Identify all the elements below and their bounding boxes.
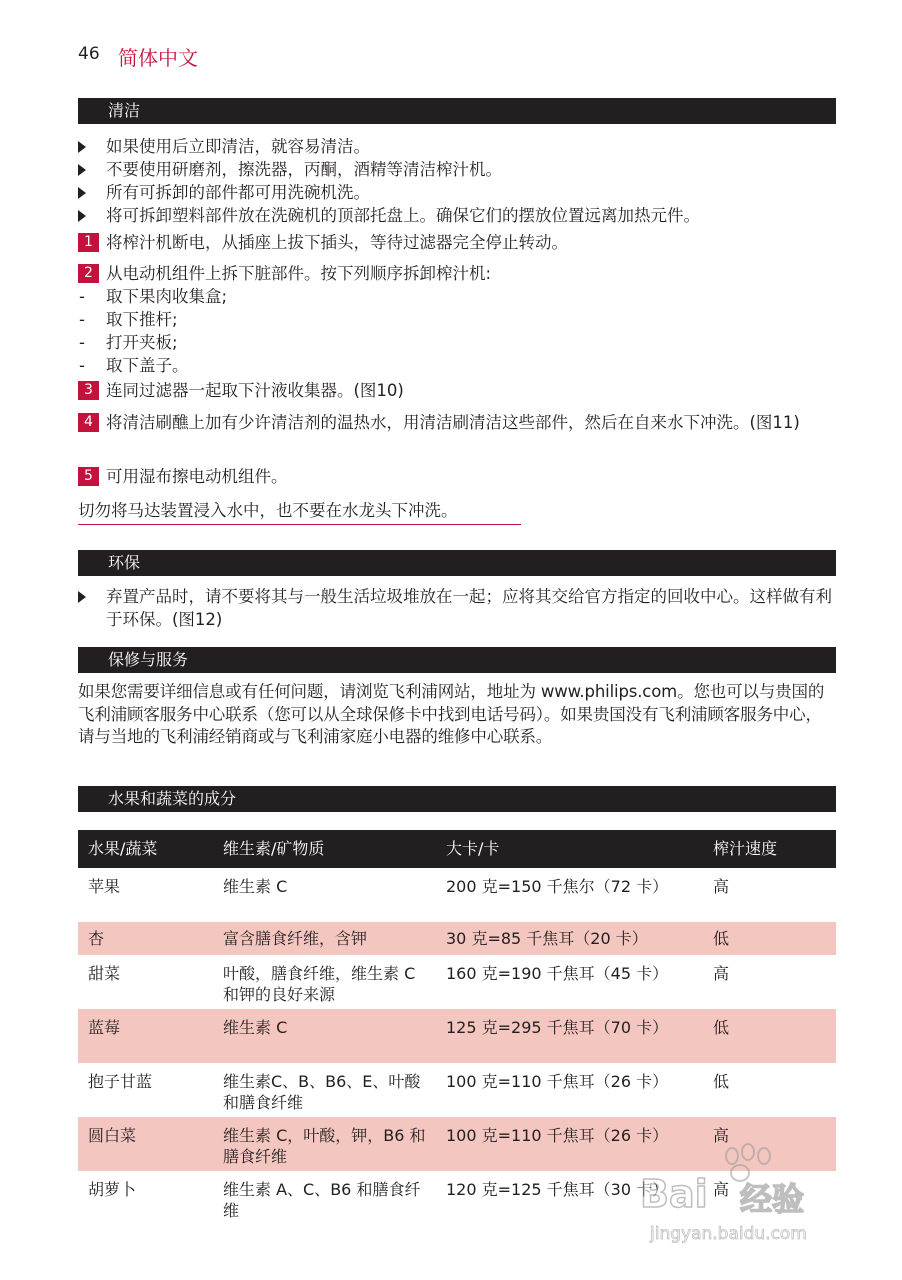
cell-nutrients: 维生素 C，叶酸，钾，B6 和膳食纤维: [223, 1126, 426, 1166]
cell-speed: 低: [713, 929, 730, 948]
cell-nutrients: 维生素 A、C、B6 和膳食纤维: [223, 1180, 421, 1220]
cleaning-bullet: 将可拆卸塑料部件放在洗碗机的顶部托盘上。确保它们的摆放位置远离加热元件。: [106, 206, 700, 225]
watermark-brand-cn: 经验: [740, 1180, 805, 1218]
step-text: 将清洁刷醮上加有少许清洁剂的温热水，用清洁刷清洁这些部件，然后在自来水下冲洗。(图11): [106, 413, 800, 432]
table-row: [78, 955, 836, 1009]
bullet-icon: [78, 591, 86, 603]
section-service-header: 保修与服务: [78, 647, 836, 673]
table-header: [78, 830, 836, 868]
watermark-brand: Bai: [640, 1172, 708, 1216]
service-text: 如果您需要详细信息或有任何问题，请浏览飞利浦网站，地址为 www.philips.com。您也可以与贵国的飞利浦顾客服务中心联系（您可以从全球保修卡中找到电话号码）。如果贵国没有飞利浦顾客服务中心，请与当地的飞利浦经销商或与飞利浦家庭小电器的维修中心联系。: [78, 682, 825, 746]
step-number: 3: [78, 381, 99, 400]
sub-item: 取下果肉收集盒;: [106, 287, 228, 306]
sub-item: 打开夹板;: [106, 333, 178, 352]
section-cleaning-header: 清洁: [78, 98, 836, 124]
section-environment-header: 环保: [78, 550, 836, 576]
cell-calories: 100 克=110 千焦耳（26 卡）: [446, 1072, 669, 1091]
language-label: 简体中文: [118, 46, 198, 70]
list-dash: -: [79, 333, 85, 352]
cell-item: 圆白菜: [88, 1126, 137, 1145]
cell-calories: 120 克=125 千焦耳（30 卡）: [446, 1180, 669, 1199]
cell-calories: 125 克=295 千焦耳（70 卡）: [446, 1018, 669, 1037]
cell-nutrients: 维生素 C: [223, 1018, 288, 1037]
cell-item: 杏: [88, 929, 105, 948]
column-header: 维生素/矿物质: [223, 839, 325, 858]
cell-item: 胡萝卜: [88, 1180, 137, 1199]
table-row: [78, 1009, 836, 1063]
cell-item: 抱子甘蓝: [88, 1072, 153, 1091]
cell-calories: 30 克=85 千焦耳（20 卡）: [446, 929, 648, 948]
cell-calories: 200 克=150 千焦尔（72 卡）: [446, 877, 669, 896]
list-dash: -: [79, 356, 85, 375]
step-text: 从电动机组件上拆下脏部件。按下列顺序拆卸榨汁机:: [106, 264, 492, 283]
column-header: 水果/蔬菜: [88, 839, 158, 858]
sub-item: 取下盖子。: [106, 356, 189, 375]
bullet-icon: [78, 187, 86, 199]
cell-calories: 100 克=110 千焦耳（26 卡）: [446, 1126, 669, 1145]
environment-text: 弃置产品时，请不要将其与一般生活垃圾堆放在一起；应将其交给官方指定的回收中心。这样做有利于环保。(图12): [106, 587, 832, 629]
baidu-watermark: [628, 1140, 838, 1250]
cell-item: 苹果: [88, 877, 121, 896]
cell-speed: 高: [713, 964, 730, 983]
cell-item: 蓝莓: [88, 1018, 121, 1037]
step-number: 4: [78, 413, 99, 432]
bullet-icon: [78, 141, 86, 153]
bullet-icon: [78, 210, 86, 222]
cell-speed: 高: [713, 877, 730, 896]
step-text: 将榨汁机断电，从插座上拔下插头，等待过滤器完全停止转动。: [106, 233, 568, 252]
cleaning-bullet: 如果使用后立即清洁，就容易清洁。: [106, 137, 370, 156]
column-header: 榨汁速度: [713, 839, 778, 858]
cell-speed: 低: [713, 1072, 730, 1091]
cell-item: 甜菜: [88, 964, 121, 983]
list-dash: -: [79, 310, 85, 329]
step-number: 5: [78, 467, 99, 486]
watermark-url: jingyan.baidu.com: [650, 1224, 807, 1244]
step-text: 连同过滤器一起取下汁液收集器。(图10): [106, 381, 404, 400]
cell-nutrients: 维生素 C: [223, 877, 288, 896]
step-number: 1: [78, 233, 99, 252]
page-number: 46: [78, 44, 100, 64]
cell-speed: 低: [713, 1018, 730, 1037]
table-row: [78, 868, 836, 922]
cleaning-bullet: 不要使用研磨剂，擦洗器，丙酮，酒精等清洁榨汁机。: [106, 160, 502, 179]
cell-speed: 高: [713, 1180, 730, 1199]
cell-calories: 160 克=190 千焦耳（45 卡）: [446, 964, 669, 983]
table-row: [78, 1063, 836, 1117]
sub-item: 取下推杆;: [106, 310, 178, 329]
step-number: 2: [78, 264, 99, 283]
cell-nutrients: 富含膳食纤维，含钾: [223, 929, 368, 948]
warning-note: 切勿将马达装置浸入水中，也不要在水龙头下冲洗。: [78, 499, 521, 525]
column-header: 大卡/卡: [446, 839, 500, 858]
cleaning-bullet: 所有可拆卸的部件都可用洗碗机洗。: [106, 183, 370, 202]
bullet-icon: [78, 164, 86, 176]
table-row: [78, 922, 836, 955]
cell-speed: 高: [713, 1126, 730, 1145]
step-text: 可用湿布擦电动机组件。: [106, 467, 288, 486]
cell-nutrients: 维生素C、B、B6、E、叶酸和膳食纤维: [223, 1072, 421, 1112]
list-dash: -: [79, 287, 85, 306]
cell-nutrients: 叶酸，膳食纤维，维生素 C 和钾的良好来源: [223, 964, 416, 1004]
section-nutrition-header: 水果和蔬菜的成分: [78, 786, 836, 812]
